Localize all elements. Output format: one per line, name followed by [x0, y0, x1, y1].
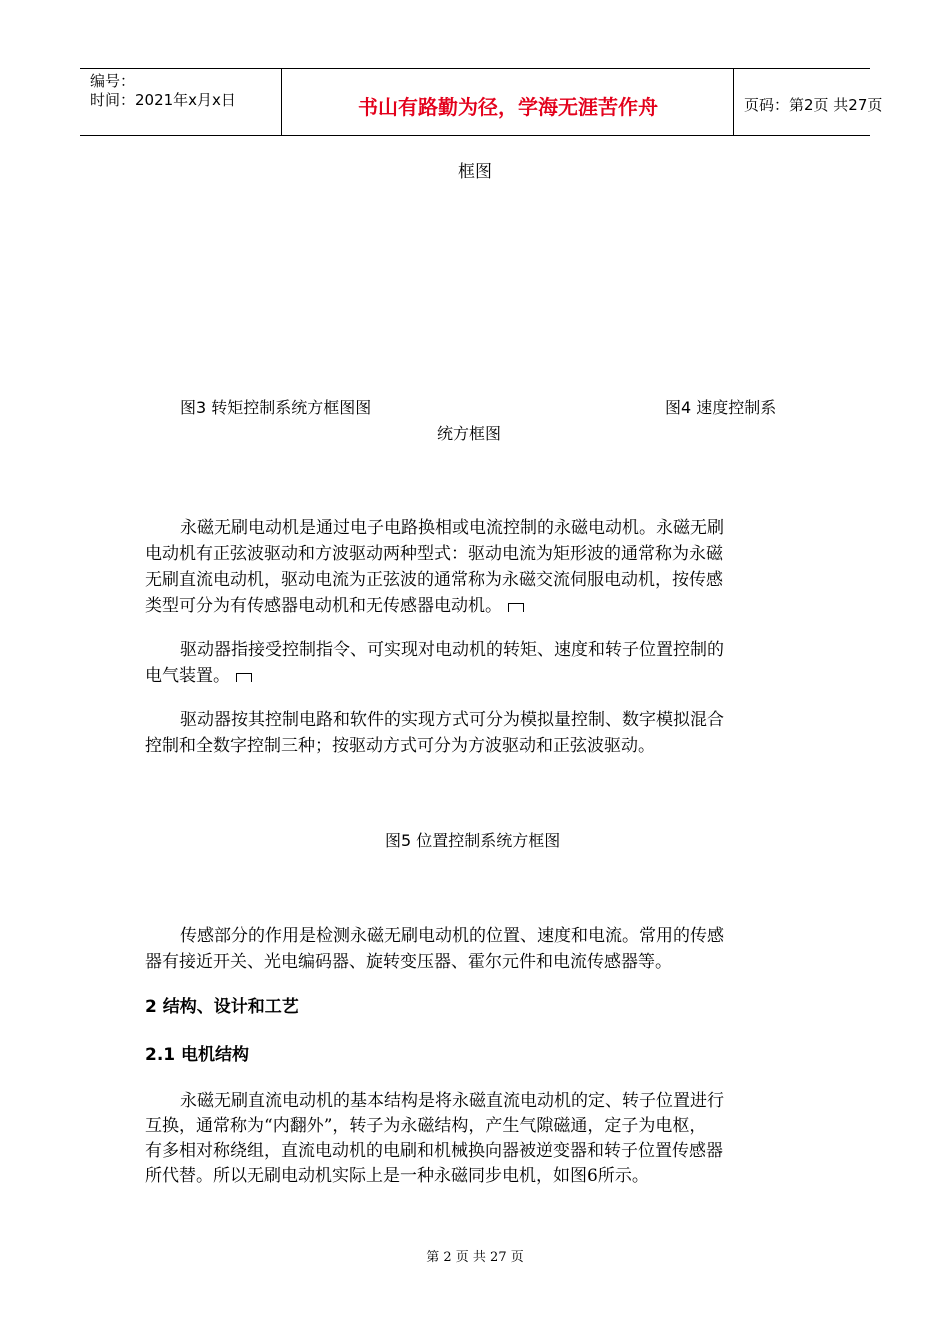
paragraph-line: 所代替。所以无刷电动机实际上是一种永磁同步电机，如图6所示。	[145, 1166, 649, 1186]
paragraph-mark-icon	[236, 673, 252, 682]
header-motto: 书山有路勤为径，学海无涯苦作舟	[358, 95, 658, 119]
paragraph-line: 无刷直流电动机，驱动电流为正弦波的通常称为永磁交流伺服电动机，按传感	[145, 570, 723, 590]
figure-3-caption: 图3 转矩控制系统方框图图	[180, 398, 372, 417]
header-motto-cell	[282, 69, 734, 135]
paragraph-line: 器有接近开关、光电编码器、旋转变压器、霍尔元件和电流传感器等。	[145, 952, 672, 972]
paragraph-line: 电动机有正弦波驱动和方波驱动两种型式：驱动电流为矩形波的通常称为永磁	[145, 544, 723, 564]
paragraph-line: 电气装置。	[145, 664, 252, 688]
paragraph-line: 控制和全数字控制三种；按驱动方式可分为方波驱动和正弦波驱动。	[145, 736, 655, 756]
paragraph-line: 有多相对称绕组，直流电动机的电刷和机械换向器被逆变器和转子位置传感器	[145, 1141, 723, 1161]
paragraph-mark-icon	[508, 603, 524, 612]
paragraph-line: 驱动器按其控制电路和软件的实现方式可分为模拟量控制、数字模拟混合	[180, 710, 724, 730]
page-header	[80, 68, 883, 136]
page-footer: 第 2 页 共 27 页	[426, 1250, 524, 1265]
figure-4-caption: 图4 速度控制系	[665, 398, 777, 417]
section-heading-2-1: 2.1 电机结构	[145, 1045, 250, 1065]
caption-top: 框图	[458, 162, 492, 182]
header-page-cell	[734, 69, 883, 135]
figure-4-caption-continued: 统方框图	[437, 424, 502, 443]
paragraph-line: 类型可分为有传感器电动机和无传感器电动机。	[145, 594, 524, 618]
section-heading-2: 2 结构、设计和工艺	[145, 997, 299, 1017]
header-date-label: 时间：2021年x月x日	[90, 91, 236, 109]
paragraph-line: 永磁无刷电动机是通过电子电路换相或电流控制的永磁电动机。永磁无刷	[180, 518, 724, 538]
header-page-info: 页码：第2页 共27页	[744, 96, 883, 114]
paragraph-line: 驱动器指接受控制指令、可实现对电动机的转矩、速度和转子位置控制的	[180, 640, 724, 660]
header-number-label: 编号：	[90, 72, 136, 90]
paragraph-line: 永磁无刷直流电动机的基本结构是将永磁直流电动机的定、转子位置进行	[180, 1091, 724, 1111]
figure-5-caption: 图5 位置控制系统方框图	[385, 831, 561, 850]
paragraph-line: 传感部分的作用是检测永磁无刷电动机的位置、速度和电流。常用的传感	[180, 926, 724, 946]
header-left-cell	[80, 69, 282, 135]
paragraph-line: 互换，通常称为“内翻外”，转子为永磁结构，产生气隙磁通，定子为电枢，	[145, 1116, 707, 1136]
